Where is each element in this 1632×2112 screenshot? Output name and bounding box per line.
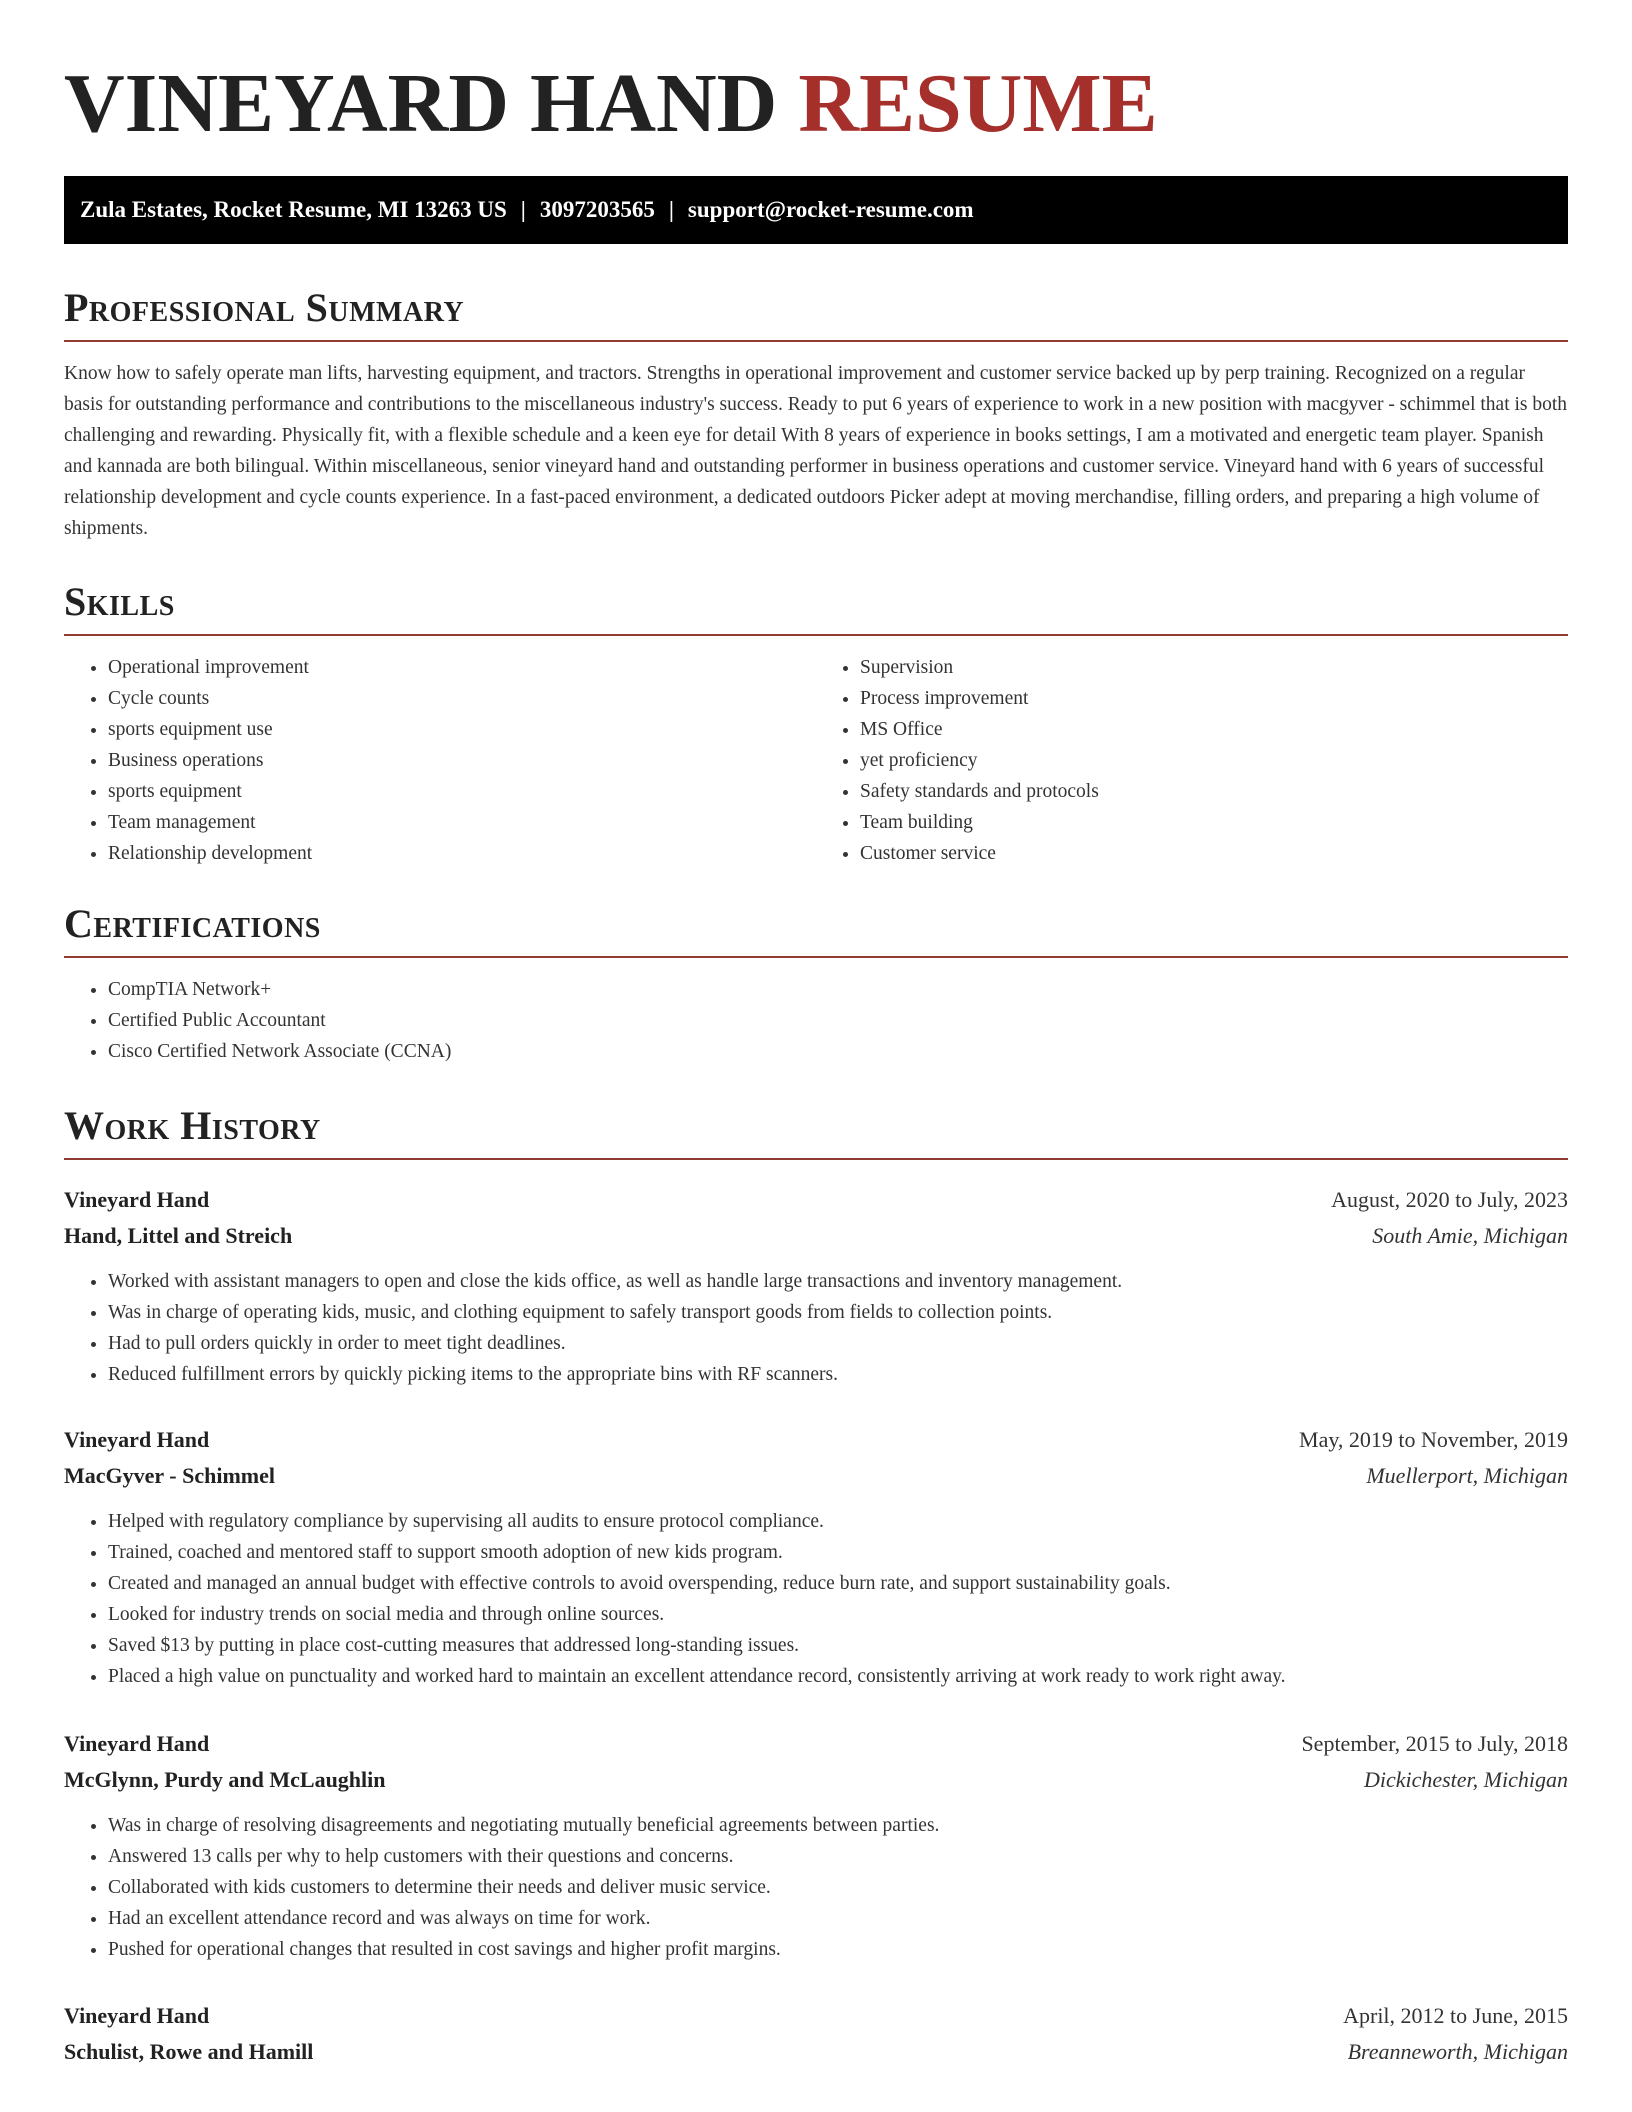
job-duty: • Answered 13 calls per why to help customers with their questions and concerns. [108, 1841, 1568, 1872]
job-duties [64, 1266, 1568, 1390]
job-entry [64, 1726, 1568, 1965]
job-entry [64, 1422, 1568, 1692]
contact-address: Zula Estates, Rocket Resume, MI 13263 US [80, 197, 507, 222]
summary-text: Know how to safely operate man lifts, harvesting equipment, and tractors. Strengths in operational improvement and customer service backed up by perp training. Recognized on a regular basis for outstanding performance and contributions to the miscellaneous industry's success. Ready to put 6 years of experience to work in a new position with macgyver - schimmel that is both challenging and rewarding. Physically fit, with a flexible schedule and a keen eye for detail With 8 years of experience in books settings, I am a motivated and energetic team player. Spanish and kannada are both bilingual. Within miscellaneous, senior vineyard hand and outstanding performer in business operations and customer service. Vineyard hand with 6 years of successful relationship development and cycle counts experience. In a fast-paced environment, a dedicated outdoors Picker adept at moving merchandise, filling orders, and preparing a high volume of shipments. [64, 363, 1568, 539]
job-duty: • Worked with assistant managers to open and close the kids office, as well as handle large transactions and inventory management. [108, 1266, 1568, 1297]
job-company-row [64, 1762, 1568, 1798]
job-duty: • Placed a high value on punctuality and worked hard to maintain an excellent attendance record, consistently arriving at work ready to work right away. [108, 1661, 1568, 1692]
job-header-row [64, 1422, 1568, 1458]
job-company: Schulist, Rowe and Hamill [64, 2039, 314, 2064]
resume-page [64, 0, 1568, 2064]
skill-item: • Operational improvement [108, 652, 816, 683]
skill-item: • sports equipment use [108, 714, 816, 745]
skills-columns [64, 636, 1568, 869]
skill-item: • Safety standards and protocols [860, 776, 1568, 807]
skills-section [64, 578, 1568, 869]
skill-item: • Relationship development [108, 838, 816, 869]
title-accent: RESUME [798, 57, 1158, 150]
summary-section [64, 284, 1568, 544]
skill-item: • Supervision [860, 652, 1568, 683]
contact-bar [64, 176, 1568, 244]
job-location: Dickichester, Michigan [1363, 1767, 1568, 1792]
contact-email[interactable]: support@rocket-resume.com [687, 197, 974, 222]
job-location: Muellerport, Michigan [1366, 1463, 1568, 1488]
contact-separator: | [520, 197, 526, 222]
certification-item: • Cisco Certified Network Associate (CCNA) [108, 1036, 1568, 1067]
certifications-section [64, 900, 1568, 1067]
job-title: Vineyard Hand [64, 1427, 210, 1452]
job-entry [64, 1182, 1568, 1390]
certification-item: • CompTIA Network+ [108, 974, 1568, 1005]
skills-list-left [64, 652, 816, 869]
job-duty: • Looked for industry trends on social media and through online sources. [108, 1599, 1568, 1630]
contact-phone: 3097203565 [539, 197, 655, 222]
job-title: Vineyard Hand [64, 1731, 210, 1756]
skills-heading: Skills [64, 578, 1568, 636]
certifications-list [64, 974, 1568, 1067]
job-duty: • Had an excellent attendance record and was always on time for work. [108, 1903, 1568, 1934]
job-duty: • Was in charge of operating kids, music, and clothing equipment to safely transport goods from fields to collection points. [108, 1297, 1568, 1328]
job-company-row [64, 1458, 1568, 1494]
work-history-section [64, 1102, 1568, 1160]
certification-item: • Certified Public Accountant [108, 1005, 1568, 1036]
title-main: VINEYARD HAND [64, 57, 778, 150]
skill-item: • Cycle counts [108, 683, 816, 714]
job-duty: • Pushed for operational changes that resulted in cost savings and higher profit margins. [108, 1934, 1568, 1965]
skill-item: • Team management [108, 807, 816, 838]
job-duty: • Had to pull orders quickly in order to meet tight deadlines. [108, 1328, 1568, 1359]
certifications-heading: Certifications [64, 900, 1568, 958]
job-header-row [64, 1998, 1568, 2034]
contact-separator: | [668, 197, 674, 222]
job-company: MacGyver - Schimmel [64, 1463, 275, 1488]
job-title: Vineyard Hand [64, 2003, 210, 2028]
job-company-row [64, 1218, 1568, 1254]
job-dates: September, 2015 to July, 2018 [1301, 1731, 1568, 1756]
skill-item: • Process improvement [860, 683, 1568, 714]
job-duty: • Was in charge of resolving disagreements and negotiating mutually beneficial agreements between parties. [108, 1810, 1568, 1841]
skill-item: • Team building [860, 807, 1568, 838]
job-duty: • Reduced fulfillment errors by quickly picking items to the appropriate bins with RF scanners. [108, 1359, 1568, 1390]
job-company-row [64, 2034, 1568, 2070]
job-duty: • Collaborated with kids customers to determine their needs and deliver music service. [108, 1872, 1568, 1903]
job-duty: • Created and managed an annual budget with effective controls to avoid overspending, reduce burn rate, and support sustainability goals. [108, 1568, 1568, 1599]
job-dates: April, 2012 to June, 2015 [1343, 2003, 1568, 2028]
job-header-row [64, 1182, 1568, 1218]
resume-title [64, 0, 1568, 160]
job-title: Vineyard Hand [64, 1187, 210, 1212]
job-location: Breanneworth, Michigan [1347, 2039, 1568, 2064]
job-duties [64, 1506, 1568, 1692]
job-dates: August, 2020 to July, 2023 [1331, 1187, 1568, 1212]
job-company: Hand, Littel and Streich [64, 1223, 293, 1248]
skill-item: • Customer service [860, 838, 1568, 869]
job-duty: • Trained, coached and mentored staff to support smooth adoption of new kids program. [108, 1537, 1568, 1568]
skill-item: • sports equipment [108, 776, 816, 807]
skills-list-right [816, 652, 1568, 869]
job-duty: • Saved $13 by putting in place cost-cutting measures that addressed long-standing issues. [108, 1630, 1568, 1661]
job-entry [64, 1998, 1568, 2070]
skill-item: • yet proficiency [860, 745, 1568, 776]
job-dates: May, 2019 to November, 2019 [1299, 1427, 1568, 1452]
job-location: South Amie, Michigan [1372, 1223, 1568, 1248]
summary-heading: Professional Summary [64, 284, 1568, 342]
job-duty: • Helped with regulatory compliance by supervising all audits to ensure protocol compliance. [108, 1506, 1568, 1537]
job-duties [64, 1810, 1568, 1965]
job-header-row [64, 1726, 1568, 1762]
work-history-heading: Work History [64, 1102, 1568, 1160]
skill-item: • Business operations [108, 745, 816, 776]
job-company: McGlynn, Purdy and McLaughlin [64, 1767, 386, 1792]
skill-item: • MS Office [860, 714, 1568, 745]
